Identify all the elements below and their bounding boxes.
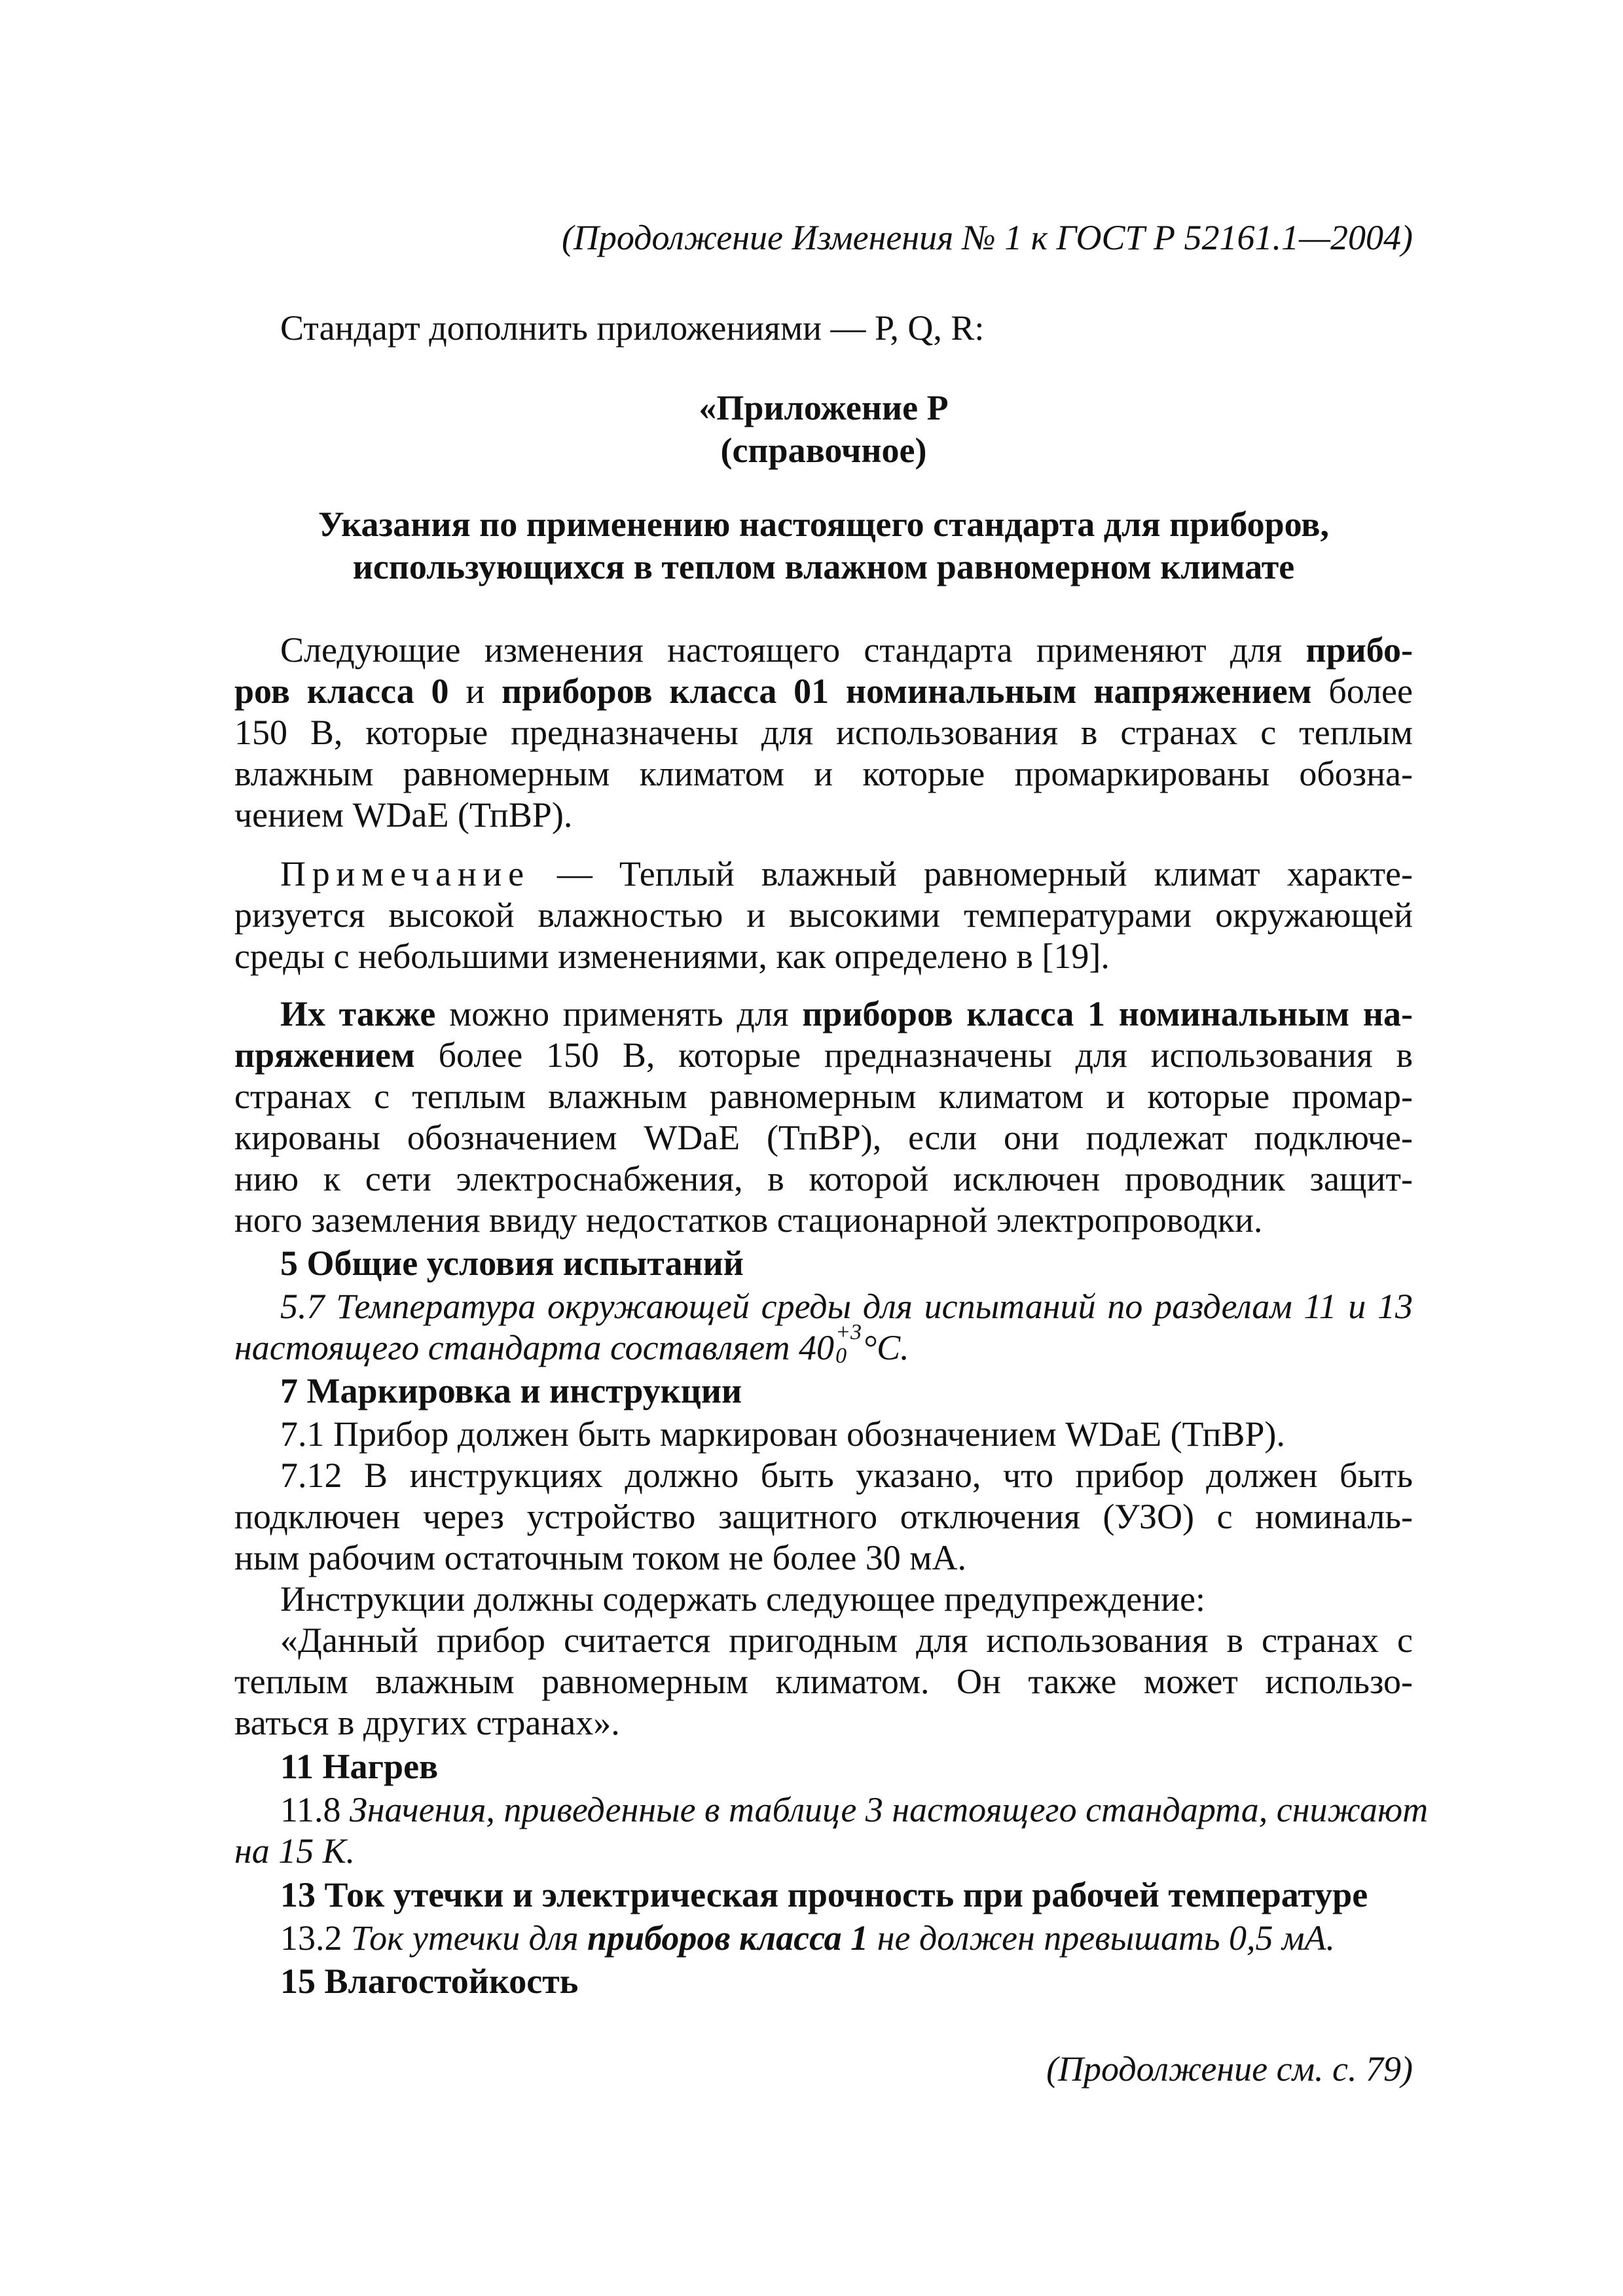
annex-heading-line2: использующихся в теплом влажном равномерном климате xyxy=(352,547,1295,586)
sec11-line2: на 15 К. xyxy=(234,1831,356,1871)
sec7-quote-line1: «Данный прибор считается пригодным для использования в странах с xyxy=(280,1621,1413,1660)
intro-text: Стандарт дополнить приложениями — Р, Q, R: xyxy=(280,308,985,348)
footer-continuation: (Продолжение см. с. 79) xyxy=(1046,2049,1413,2089)
sec7-p712-line2: подключен через устройство защитного отключения (УЗО) с номиналь- xyxy=(234,1497,1413,1536)
para1-line1: Следующие изменения настоящего стандарта применяют для прибо- xyxy=(280,630,1413,670)
sec7-p712-line1: 7.12 В инструкциях должно быть указано, что прибор должен быть xyxy=(280,1456,1413,1495)
header-continuation: (Продолжение Изменения № 1 к ГОСТ Р 52161.1—2004) xyxy=(561,218,1413,257)
note-line3: среды с небольшими изменениями, как определено в [19]. xyxy=(234,937,1110,976)
para2-line3: странах с теплым влажным равномерным климатом и которые промар- xyxy=(234,1077,1413,1116)
sec11-line1: 11.8 Значения, приведенные в таблице 3 настоящего стандарта, снижают xyxy=(280,1790,1429,1829)
sec7-quote-line2: теплым влажным равномерным климатом. Он также может использо- xyxy=(234,1662,1413,1701)
para2-line4: кированы обозначением WDaE (ТпВР), если они подлежат подключе- xyxy=(234,1118,1413,1157)
para2-line6: ного заземления ввиду недостатков стационарной электропроводки. xyxy=(234,1200,1263,1240)
section11-heading: 11 Нагрев xyxy=(280,1747,439,1786)
para1-line5: чением WDaE (ТпВР). xyxy=(234,795,573,834)
section15-heading: 15 Влагостойкость xyxy=(280,1962,579,2001)
annex-heading-line1: Указания по применению настоящего стандарта для приборов, xyxy=(318,505,1329,544)
para1-line4: влажным равномерным климатом и которые промаркированы обозна- xyxy=(234,754,1413,793)
para1-line3: 150 В, которые предназначены для использования в странах с теплым xyxy=(234,713,1413,752)
note-line1: Примечание — Теплый влажный равномерный климат характе- xyxy=(280,854,1413,893)
para1-line2: ров класса 0 и приборов класса 01 номинальным напряжением более xyxy=(234,672,1413,711)
para2-line2: пряжением более 150 В, которые предназначены для использования в xyxy=(234,1035,1413,1075)
note-line2: ризуется высокой влажностью и высокими температурами окружающей xyxy=(234,895,1413,935)
sec7-p71: 7.1 Прибор должен быть маркирован обозначением WDaE (ТпВР). xyxy=(280,1414,1285,1454)
sec5-line2: настоящего стандарта составляет 40 +3 0 °С. xyxy=(234,1320,909,1368)
intro-line xyxy=(280,306,984,350)
section13-heading: 13 Ток утечки и электрическая прочность при рабочей температуре xyxy=(280,1875,1368,1914)
para2-line5: нию к сети электроснабжения, в которой исключен проводник защит- xyxy=(234,1159,1413,1198)
sec7-p712-line3: ным рабочим остаточным током не более 30 мА. xyxy=(234,1538,966,1577)
sec13-line1: 13.2 Ток утечки для приборов класса 1 не должен превышать 0,5 мА. xyxy=(280,1918,1335,1958)
note-label: Примечание xyxy=(280,854,530,893)
sec5-line1: 5.7 Температура окружающей среды для испытаний по разделам 11 и 13 xyxy=(280,1287,1413,1326)
annex-title: «Приложение Р xyxy=(699,388,949,427)
temperature-tolerance: +3 0 xyxy=(835,1320,862,1368)
sec7-quote-line3: ваться в других странах». xyxy=(234,1703,620,1742)
sec7-instructions: Инструкции должны содержать следующее предупреждение: xyxy=(280,1579,1206,1619)
para2-line1: Их также можно применять для приборов класса 1 номинальным на- xyxy=(280,994,1413,1033)
annex-type: (справочное) xyxy=(720,431,927,470)
section7-heading: 7 Маркировка и инструкции xyxy=(280,1371,742,1410)
section5-heading: 5 Общие условия испытаний xyxy=(280,1244,744,1283)
